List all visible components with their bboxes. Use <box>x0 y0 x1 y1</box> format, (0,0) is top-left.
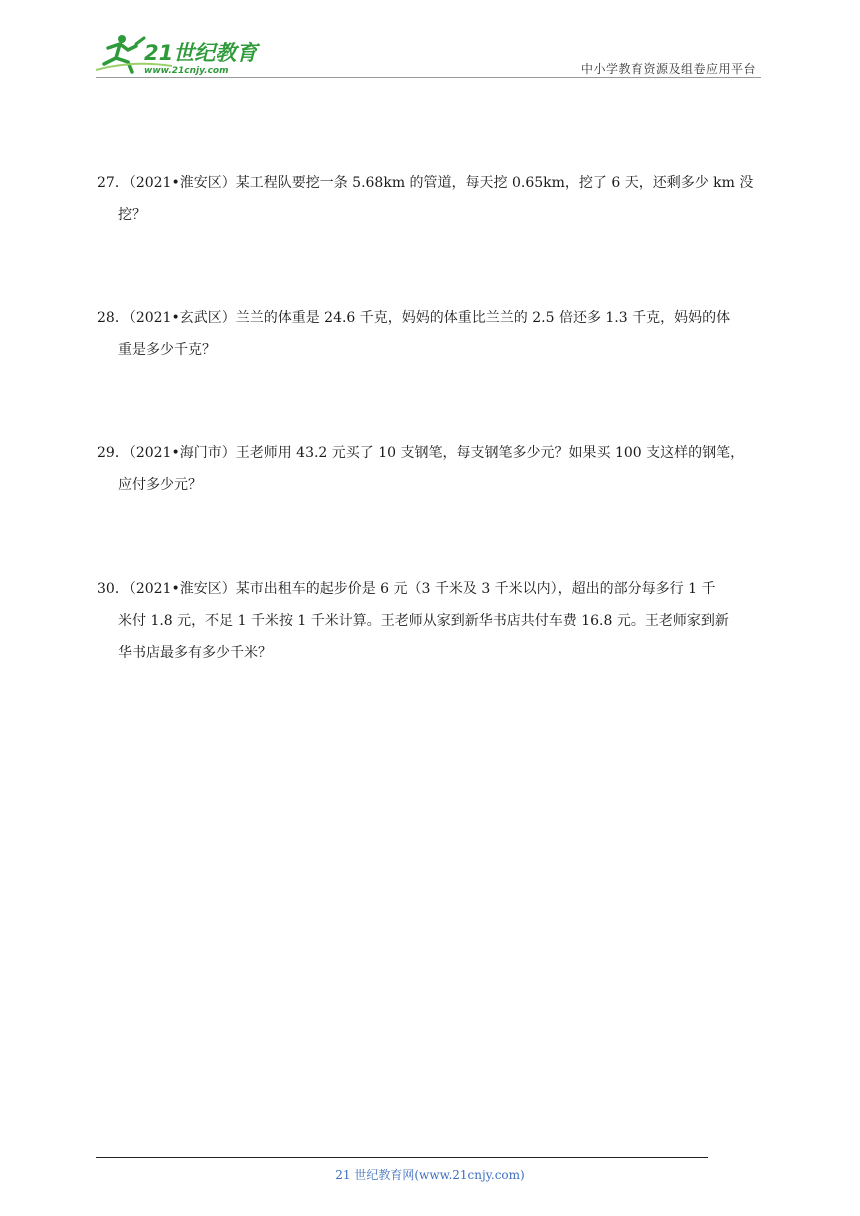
question-text: （2021•玄武区）兰兰的体重是 24.6 千克，妈妈的体重比兰兰的 2.5 倍还多 1.3 千克，妈妈的体 <box>128 310 731 326</box>
question-line: 米付 1.8 元，不足 1 千米按 1 千米计算。王老师从家到新华书店共付车费 16.8 元。王老师家到新 <box>118 613 729 629</box>
logo-url: www.21cnjy.com <box>144 66 229 76</box>
logo-text: 21世纪教育 <box>144 41 258 65</box>
question-line: 华书店最多有多少千米？ <box>118 645 272 661</box>
footer-link-text[interactable]: 21 世纪教育网(www.21cnjy.com) <box>335 1168 525 1182</box>
question-number: 27． <box>97 175 129 191</box>
question-number: 29． <box>97 445 129 461</box>
question-27 <box>97 167 761 231</box>
question-line: 应付多少元？ <box>118 477 202 493</box>
question-30 <box>97 573 761 669</box>
runner-logo-icon <box>92 30 262 80</box>
footer-divider <box>96 1157 708 1158</box>
question-number: 30． <box>97 581 129 597</box>
header-divider <box>96 77 761 78</box>
question-28 <box>97 302 761 366</box>
question-line: 挖？ <box>118 207 146 223</box>
question-line <box>97 573 761 605</box>
header-platform-text: 中小学教育资源及组卷应用平台 <box>580 62 756 76</box>
question-line <box>97 302 761 334</box>
page-header <box>0 0 860 90</box>
question-text: （2021•海门市）王老师用 43.2 元买了 10 支钢笔，每支钢笔多少元？如果买 100 支这样的钢笔， <box>128 445 745 461</box>
question-line <box>97 167 761 199</box>
question-29 <box>97 437 761 501</box>
logo <box>92 30 262 80</box>
question-line: 重是多少千克？ <box>118 342 216 358</box>
question-line <box>97 437 761 469</box>
question-number: 28． <box>97 310 129 326</box>
question-text: （2021•淮安区）某市出租车的起步价是 6 元（3 千米及 3 千米以内），超出的部分每多行 1 千 <box>128 581 716 597</box>
question-text: （2021•淮安区）某工程队要挖一条 5.68km 的管道，每天挖 0.65km，挖了 6 天，还剩多少 km 没 <box>128 175 754 191</box>
